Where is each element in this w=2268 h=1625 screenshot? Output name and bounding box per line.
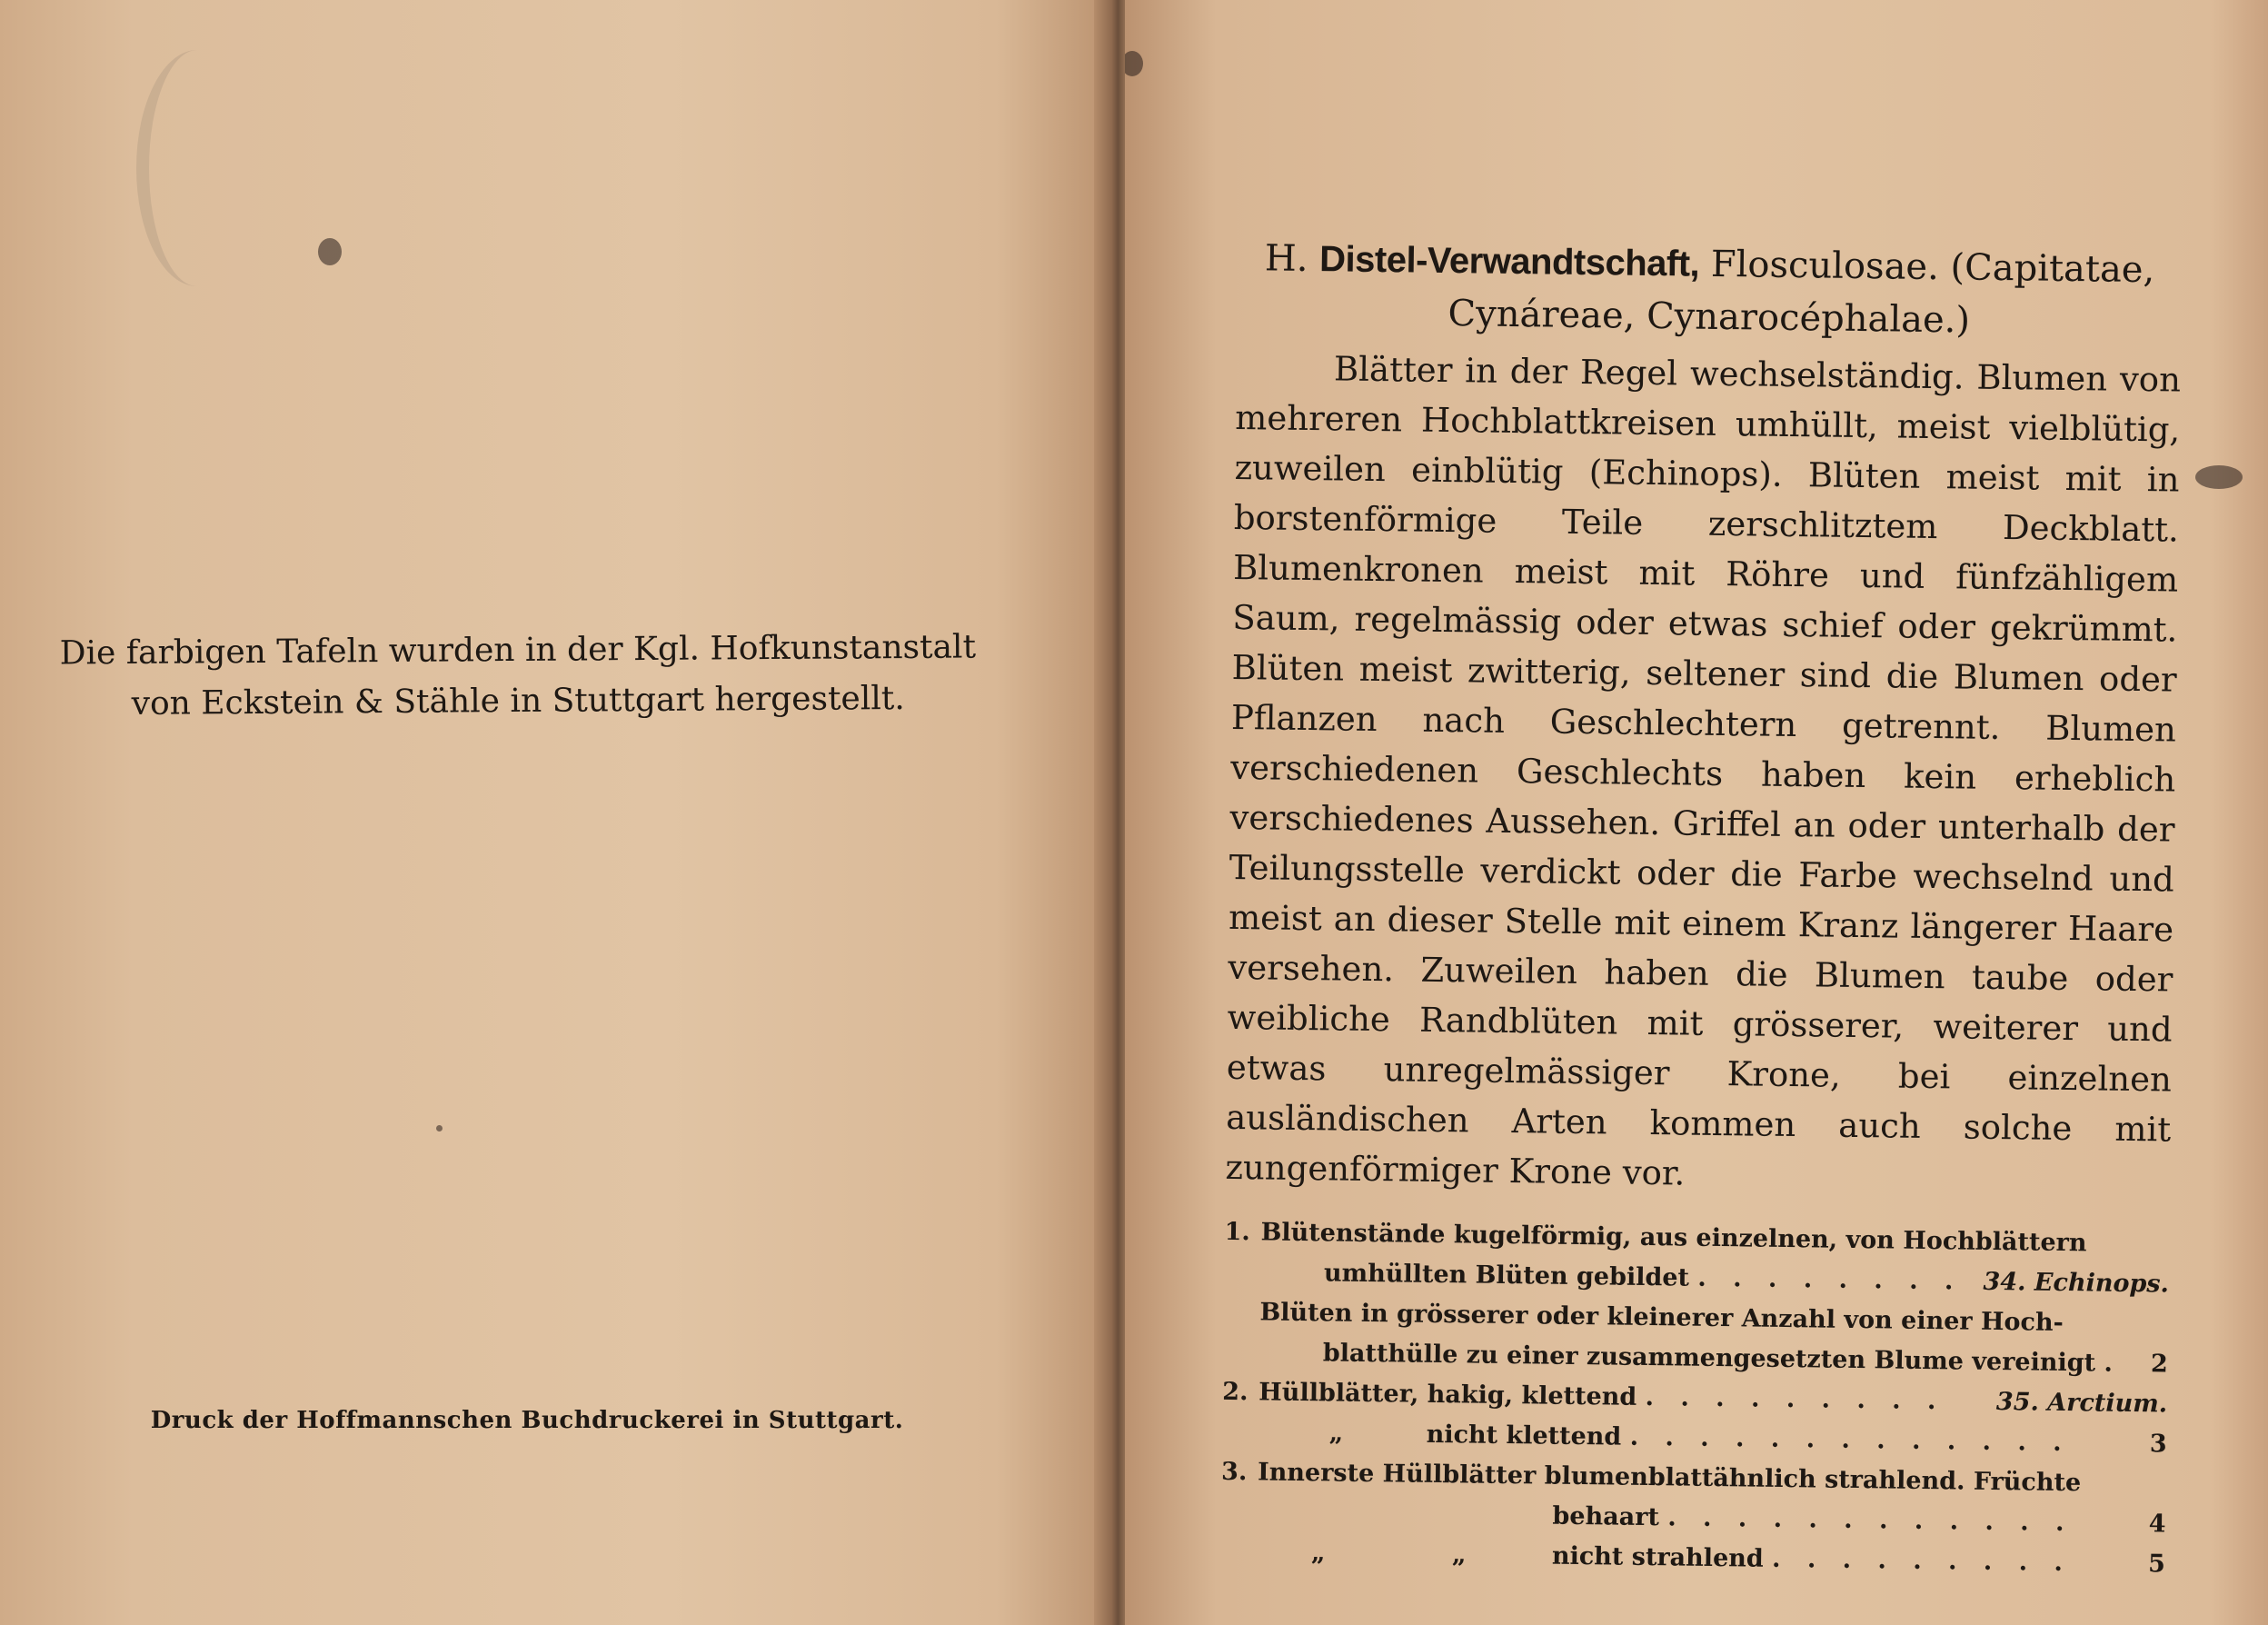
leader-dots: . . . . . . . . . <box>1771 1544 2073 1578</box>
key-text: Innerste Hüllblätter blumenblattähnlich strahlend. Früchte <box>1257 1458 2082 1498</box>
description-paragraph: Blätter in der Regel wechselständig. Blumen von mehreren Hochblattkreisen umhüllt, meist vielblütig, zuweilen einblütig (Echinops). Blüten meist mit in borstenförmige Teile zerschlitztem Deckblatt. Blumenkronen meist mit Röhre und fünfzähligem Saum, regelmässig oder etwas schief oder gekrümmt. Blüten meist zwitterig, seltener sind die Blumen oder Pflanzen nach Geschlechtern getrennt. Blumen verschiedenen Geschlechts haben kein erheblich verschiedenes Aussehen. Griffel an oder unterhalb der Teilungsstelle verdickt oder die Farbe wechselnd und meist an dieser Stelle mit einem Kranz längerer Haare versehen. Zuweilen haben die Blumen taube oder weibliche Randblüten mit grösserer, weiterer und etwas unregelmässiger Krone, bei einzelnen ausländischen Arten kommen auch solche mit zungenförmiger Krone vor. <box>1225 349 2182 1193</box>
ditto-mark: „ <box>1310 1539 1326 1568</box>
key-number: 2. <box>1222 1377 1248 1407</box>
ink-smudge-margin <box>2195 465 2243 489</box>
leader-dots: . . . . . . . . <box>1697 1263 1963 1296</box>
key-text: umhüllten Blüten gebildet <box>1323 1259 1690 1292</box>
section-letter: H. <box>1264 237 1308 281</box>
key-target: 5 <box>2147 1550 2166 1579</box>
ink-dot <box>436 1125 443 1132</box>
key-text: Blütenstände kugelförmig, aus einzelnen, von Hochblättern <box>1260 1218 2087 1258</box>
leader-dots: . . . . . . . . . . . . <box>1667 1503 2074 1538</box>
latin-name-1: Flosculosae. (Capitatae, <box>1710 243 2155 292</box>
key-number: 1. <box>1224 1217 1250 1247</box>
colophon-line-1: Die farbigen Tafeln wurden in der Kgl. Hofkunstanstalt <box>59 628 977 673</box>
bleed-through-mark <box>136 50 258 286</box>
ditto-mark: „ <box>1328 1419 1344 1448</box>
key-text: Hüllblätter, hakig, klettend <box>1258 1378 1637 1411</box>
key-text: nicht strahlend <box>1551 1541 1764 1573</box>
leader-dots: . . . . . . . . . . . . . <box>1629 1422 2071 1458</box>
key-target: 4 <box>2148 1510 2166 1539</box>
latin-name-2: Cynáreae, Cynarocéphalae.) <box>1447 293 1971 342</box>
left-page <box>0 0 1107 1625</box>
key-target: 2 <box>2150 1350 2168 1379</box>
colophon <box>36 622 1000 730</box>
colophon-line-2: von Eckstein & Stähle in Stuttgart hergestellt. <box>131 680 905 723</box>
key-text: nicht klettend <box>1426 1420 1622 1451</box>
key-text: blatthülle zu einer zusammengesetzten Blume vereinigt <box>1322 1339 2096 1378</box>
category-name: Distel-Verwandtschaft, <box>1318 239 1700 284</box>
leader-dots: . . . . . . . . . <box>1645 1382 1945 1416</box>
identification-key <box>1220 1212 2170 1585</box>
ink-smudge <box>318 238 342 265</box>
key-target: 3 <box>2149 1430 2167 1459</box>
key-target: 34. Echinops. <box>1983 1267 2170 1299</box>
section-heading <box>1236 232 2182 350</box>
key-number: 3. <box>1220 1457 1248 1487</box>
key-text: behaart <box>1552 1501 1660 1532</box>
ditto-mark: „ <box>1451 1540 1467 1570</box>
key-target: 35. Arctium. <box>1995 1388 2168 1419</box>
bleed-through-text <box>64 173 1063 245</box>
leader-dots: . <box>2104 1349 2123 1378</box>
key-text: Blüten in grösserer oder kleinerer Anzahl von einer Hoch- <box>1259 1298 2064 1337</box>
printer-imprint: Druck der Hoffmannschen Buchdruckerei in Stuttgart. <box>150 1407 904 1434</box>
right-page-content <box>1220 232 2183 1584</box>
ink-smudge-top <box>1125 51 1143 76</box>
